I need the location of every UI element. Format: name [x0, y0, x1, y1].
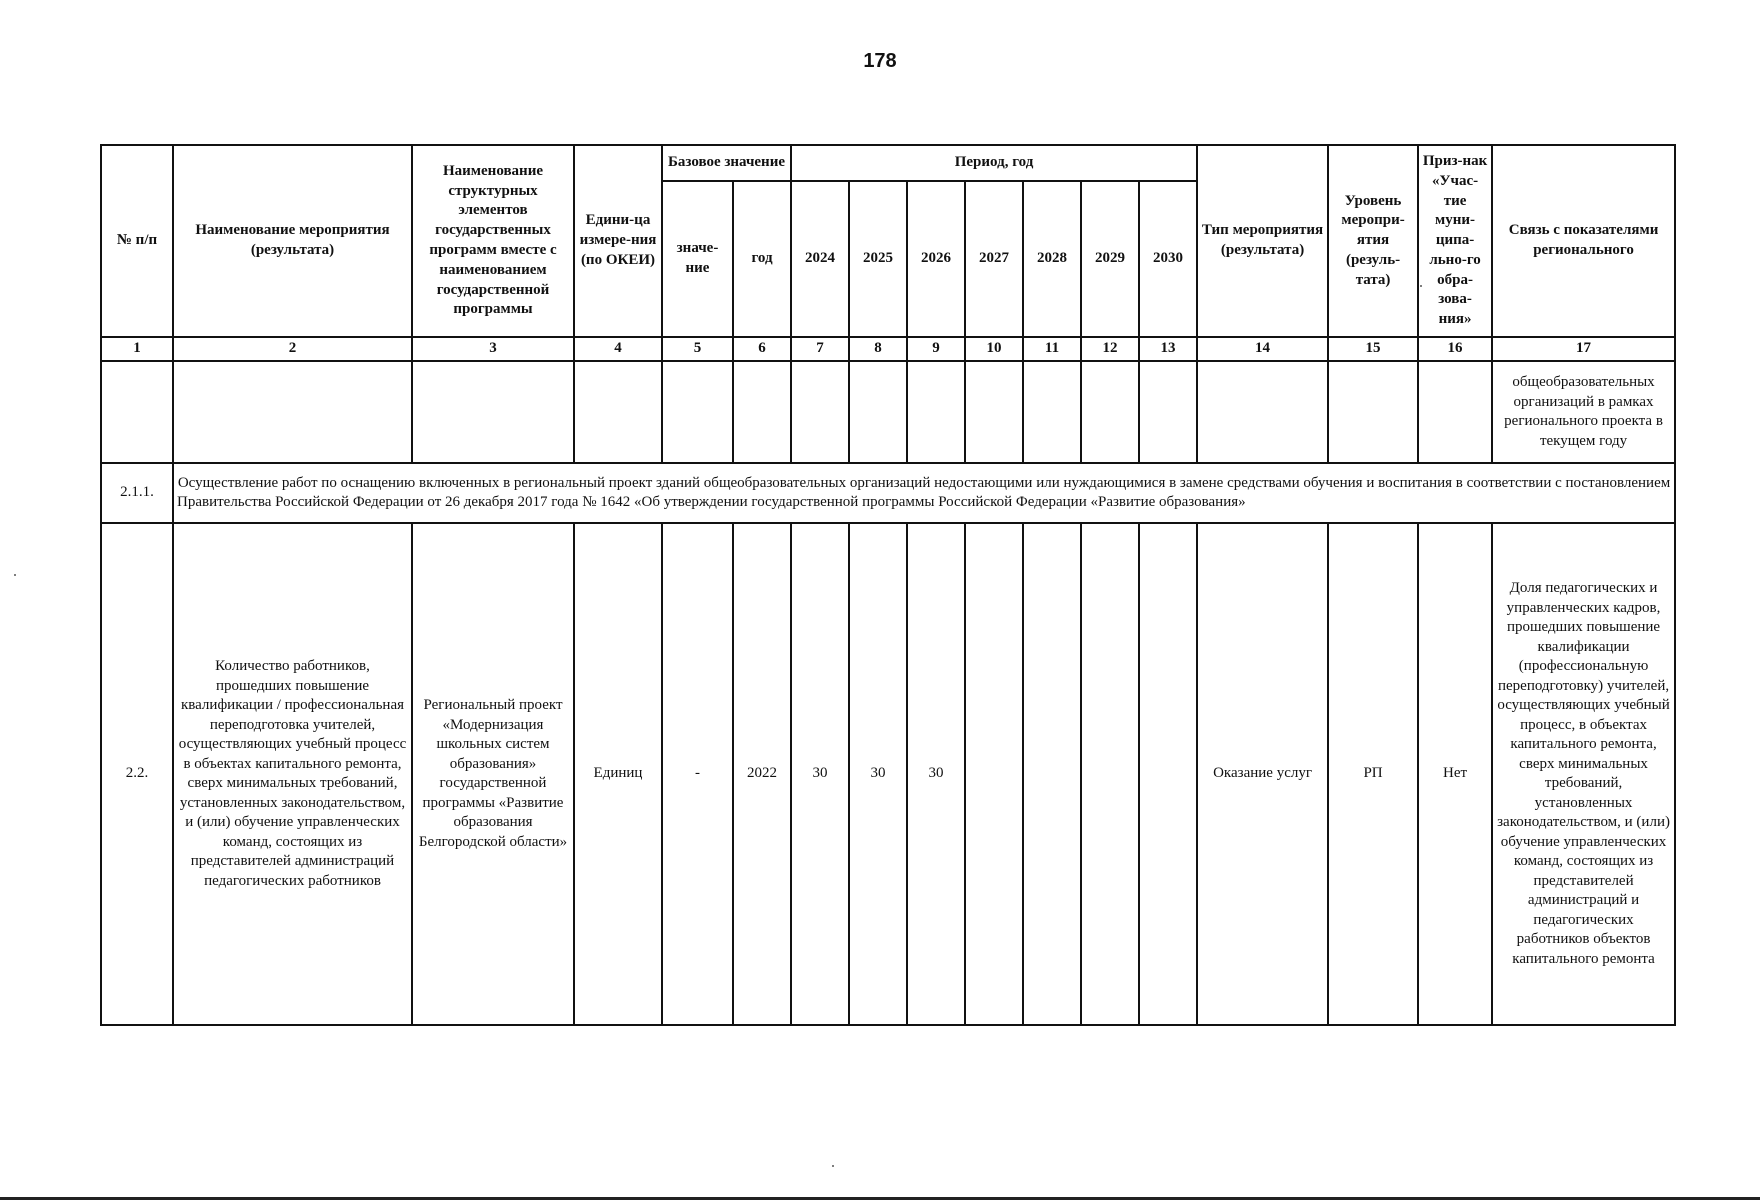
col-number: 17	[1492, 337, 1675, 361]
measure-name: Количество работников, прошедших повышение квалификации / профессиональная переподготовка учителей, осуществляющих учебный процесс в объектах капитального ремонта, сверх минимальных требований, установленных законодательством, и (или) обучение управленческих команд, состоящих из представителей администраций педагогических работников	[173, 523, 412, 1025]
scan-speck	[14, 574, 16, 576]
header-base-group: Базовое значение	[662, 145, 791, 181]
col-number: 7	[791, 337, 849, 361]
header-struct: Наименование структурных элементов государственных программ вместе с наименованием государственной программы	[412, 145, 574, 337]
unit: Единиц	[574, 523, 662, 1025]
measures-table	[100, 144, 1676, 1026]
table-row	[101, 361, 1675, 463]
col-number: 1	[101, 337, 173, 361]
base-value: -	[662, 523, 733, 1025]
header-base-value: значе-ние	[662, 181, 733, 337]
value-2025: 30	[849, 523, 907, 1025]
base-year: 2022	[733, 523, 791, 1025]
col-number: 3	[412, 337, 574, 361]
header-link: Связь с показателями регионального	[1492, 145, 1675, 337]
col-number: 9	[907, 337, 965, 361]
header-year-2027: 2027	[965, 181, 1023, 337]
col-number: 10	[965, 337, 1023, 361]
header-name: Наименование мероприятия (результата)	[173, 145, 412, 337]
col-number: 5	[662, 337, 733, 361]
header-year-2024: 2024	[791, 181, 849, 337]
header-type: Тип мероприятия (результата)	[1197, 145, 1328, 337]
table-row	[101, 523, 1675, 1025]
value-2027	[965, 523, 1023, 1025]
header-year-2030: 2030	[1139, 181, 1197, 337]
col-number: 16	[1418, 337, 1492, 361]
row-number: 2.2.	[101, 523, 173, 1025]
scan-speck	[1420, 285, 1422, 287]
header-year-2028: 2028	[1023, 181, 1081, 337]
header-year-2026: 2026	[907, 181, 965, 337]
header-num: № п/п	[101, 145, 173, 337]
header-sign: Приз-нак «Учас-тие муни-ципа-льно-го обра-зова-ния»	[1418, 145, 1492, 337]
value-2029	[1081, 523, 1139, 1025]
col-number: 13	[1139, 337, 1197, 361]
col-number: 14	[1197, 337, 1328, 361]
col-number: 12	[1081, 337, 1139, 361]
col-number: 15	[1328, 337, 1418, 361]
col-number: 6	[733, 337, 791, 361]
value-2026: 30	[907, 523, 965, 1025]
measure-level: РП	[1328, 523, 1418, 1025]
col-number: 2	[173, 337, 412, 361]
row-number: 2.1.1.	[101, 463, 173, 523]
table-row	[101, 463, 1675, 523]
header-unit: Едини-ца измере-ния (по ОКЕИ)	[574, 145, 662, 337]
municipal-participation: Нет	[1418, 523, 1492, 1025]
structural-element: Региональный проект «Модернизация школьных систем образования» государственной программы «Развитие образования Белгородской области»	[412, 523, 574, 1025]
col-number: 11	[1023, 337, 1081, 361]
regional-indicator-link: Доля педагогических и управленческих кадров, прошедших повышение квалификации (профессиональную переподготовку) учителей, осуществляющих учебный процесс, в объектах капитального ремонта, сверх минимальных требований, установленных законодательством, и (или) обучение управленческих команд, состоящих из представителей администраций и педагогических работников объектов капитального ремонта	[1492, 523, 1675, 1025]
col-number: 8	[849, 337, 907, 361]
col-number: 4	[574, 337, 662, 361]
value-2030	[1139, 523, 1197, 1025]
header-year-2025: 2025	[849, 181, 907, 337]
page-number: 178	[863, 50, 897, 72]
header-level: Уровень меропри-ятия (резуль-тата)	[1328, 145, 1418, 337]
value-2024: 30	[791, 523, 849, 1025]
measure-type: Оказание услуг	[1197, 523, 1328, 1025]
header-period-group: Период, год	[791, 145, 1197, 181]
value-2028	[1023, 523, 1081, 1025]
link-continuation: общеобразовательных организаций в рамках регионального проекта в текущем году	[1492, 361, 1675, 463]
header-base-year: год	[733, 181, 791, 337]
header-year-2029: 2029	[1081, 181, 1139, 337]
scan-speck	[832, 1165, 834, 1167]
measure-description: Осуществление работ по оснащению включенных в региональный проект зданий общеобразовательных организаций недостающими или нуждающимися в замене средствами обучения и воспитания в соответствии с постановлением Правительства Российской Федерации от 26 декабря 2017 года № 1642 «Об утверждении государственной программы Российской Федерации «Развитие образования»	[173, 463, 1675, 523]
